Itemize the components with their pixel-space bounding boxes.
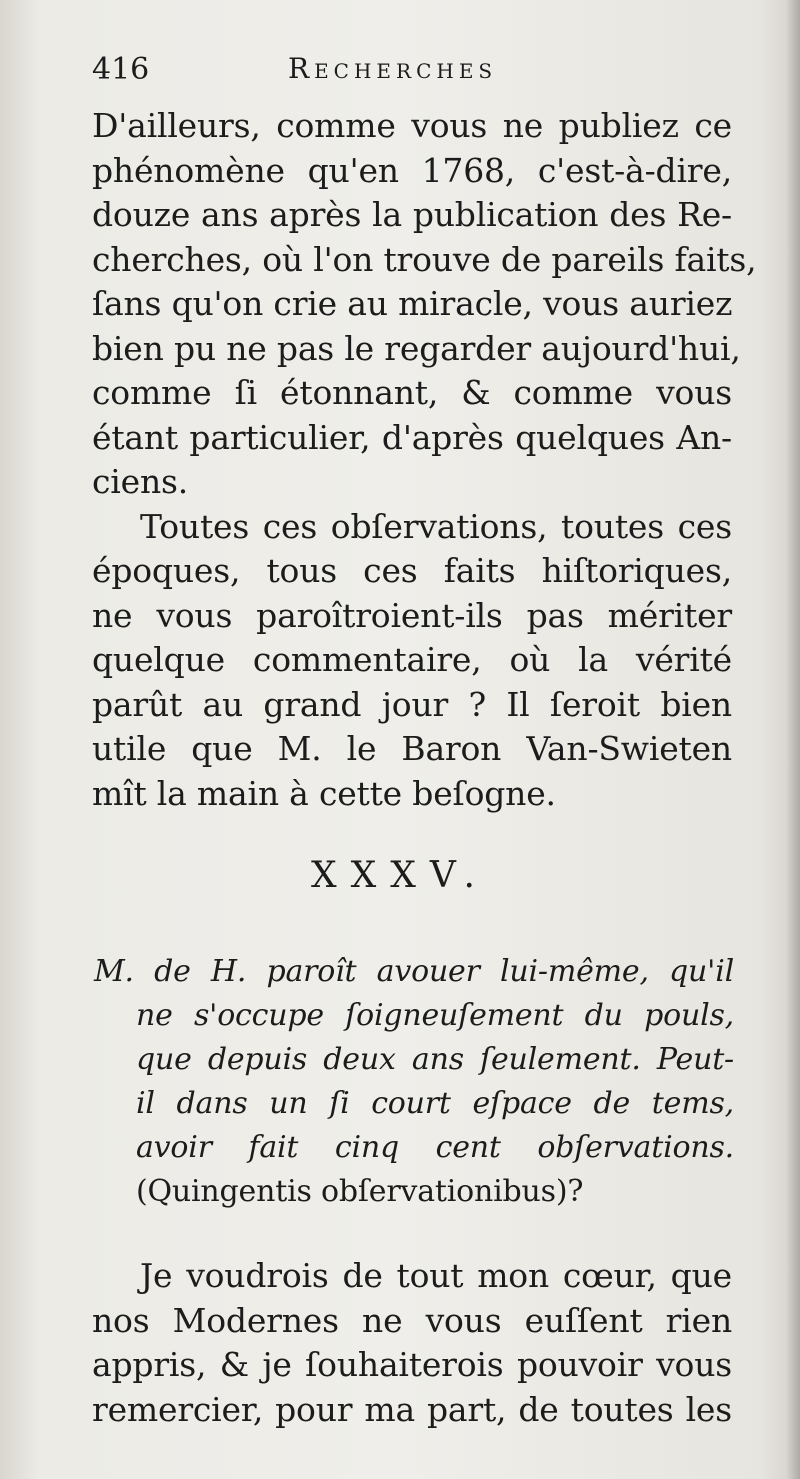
text-line: Toutes ces obſervations, toutes ces: [140, 506, 732, 546]
text-line: cherches, où l'on trouve de pareils faits,: [92, 239, 757, 279]
section-heading: XXXV.: [310, 855, 490, 896]
text-line: ne vous paroîtroient-ils pas mériter: [92, 595, 732, 635]
text-line: bien pu ne pas le regarder aujourd'hui,: [92, 328, 741, 368]
text-line: ciens.: [92, 462, 189, 501]
text-line: nos Modernes ne vous euſſent rien: [92, 1300, 732, 1340]
summary-line: M. de H. paroît avouer lui-même, qu'il: [94, 954, 734, 989]
summary-line: (Quingentis obſervationibus)?: [136, 1174, 584, 1209]
text-line: étant particulier, d'après quelques An-: [92, 417, 732, 457]
text-line: remercier, pour ma part, de toutes les: [92, 1389, 732, 1429]
text-line: mît la main à cette beſogne.: [92, 773, 556, 813]
summary-line: ne s'occupe ſoigneuſement du pouls,: [136, 998, 734, 1033]
text-line: D'ailleurs, comme vous ne publiez ce: [92, 106, 732, 145]
text-line: quelque commentaire, où la vérité: [92, 640, 732, 679]
page-header: [92, 52, 732, 98]
page-number: 416: [92, 52, 150, 87]
text-line: époques, tous ces faits hiſtoriques,: [92, 551, 732, 590]
text-line: douze ans après la publication des Re-: [92, 195, 732, 234]
text-line: parût au grand jour ? Il ſeroit bien: [92, 684, 732, 724]
summary-line: il dans un ſi court eſpace de tems,: [136, 1086, 734, 1121]
text-line: comme ſi étonnant, & comme vous: [92, 373, 732, 412]
text-line: Je voudrois de tout mon cœur, que: [140, 1256, 732, 1295]
body-text: [92, 104, 757, 816]
text-line: phénomène qu'en 1768, c'est-à-dire,: [92, 150, 732, 190]
summary-line: que depuis deux ans ſeulement. Peut-: [136, 1042, 734, 1077]
section-summary: [94, 950, 734, 1214]
body-text-continued: [92, 1254, 732, 1432]
summary-line: avoir fait cinq cent obſervations.: [136, 1130, 734, 1165]
running-title: Recherches: [288, 52, 498, 85]
text-line: appris, & je ſouhaiterois pouvoir vous: [92, 1345, 732, 1384]
text-line: utile que M. le Baron Van-Swieten: [92, 729, 732, 768]
text-line: ſans qu'on crie au miracle, vous auriez: [92, 284, 733, 323]
